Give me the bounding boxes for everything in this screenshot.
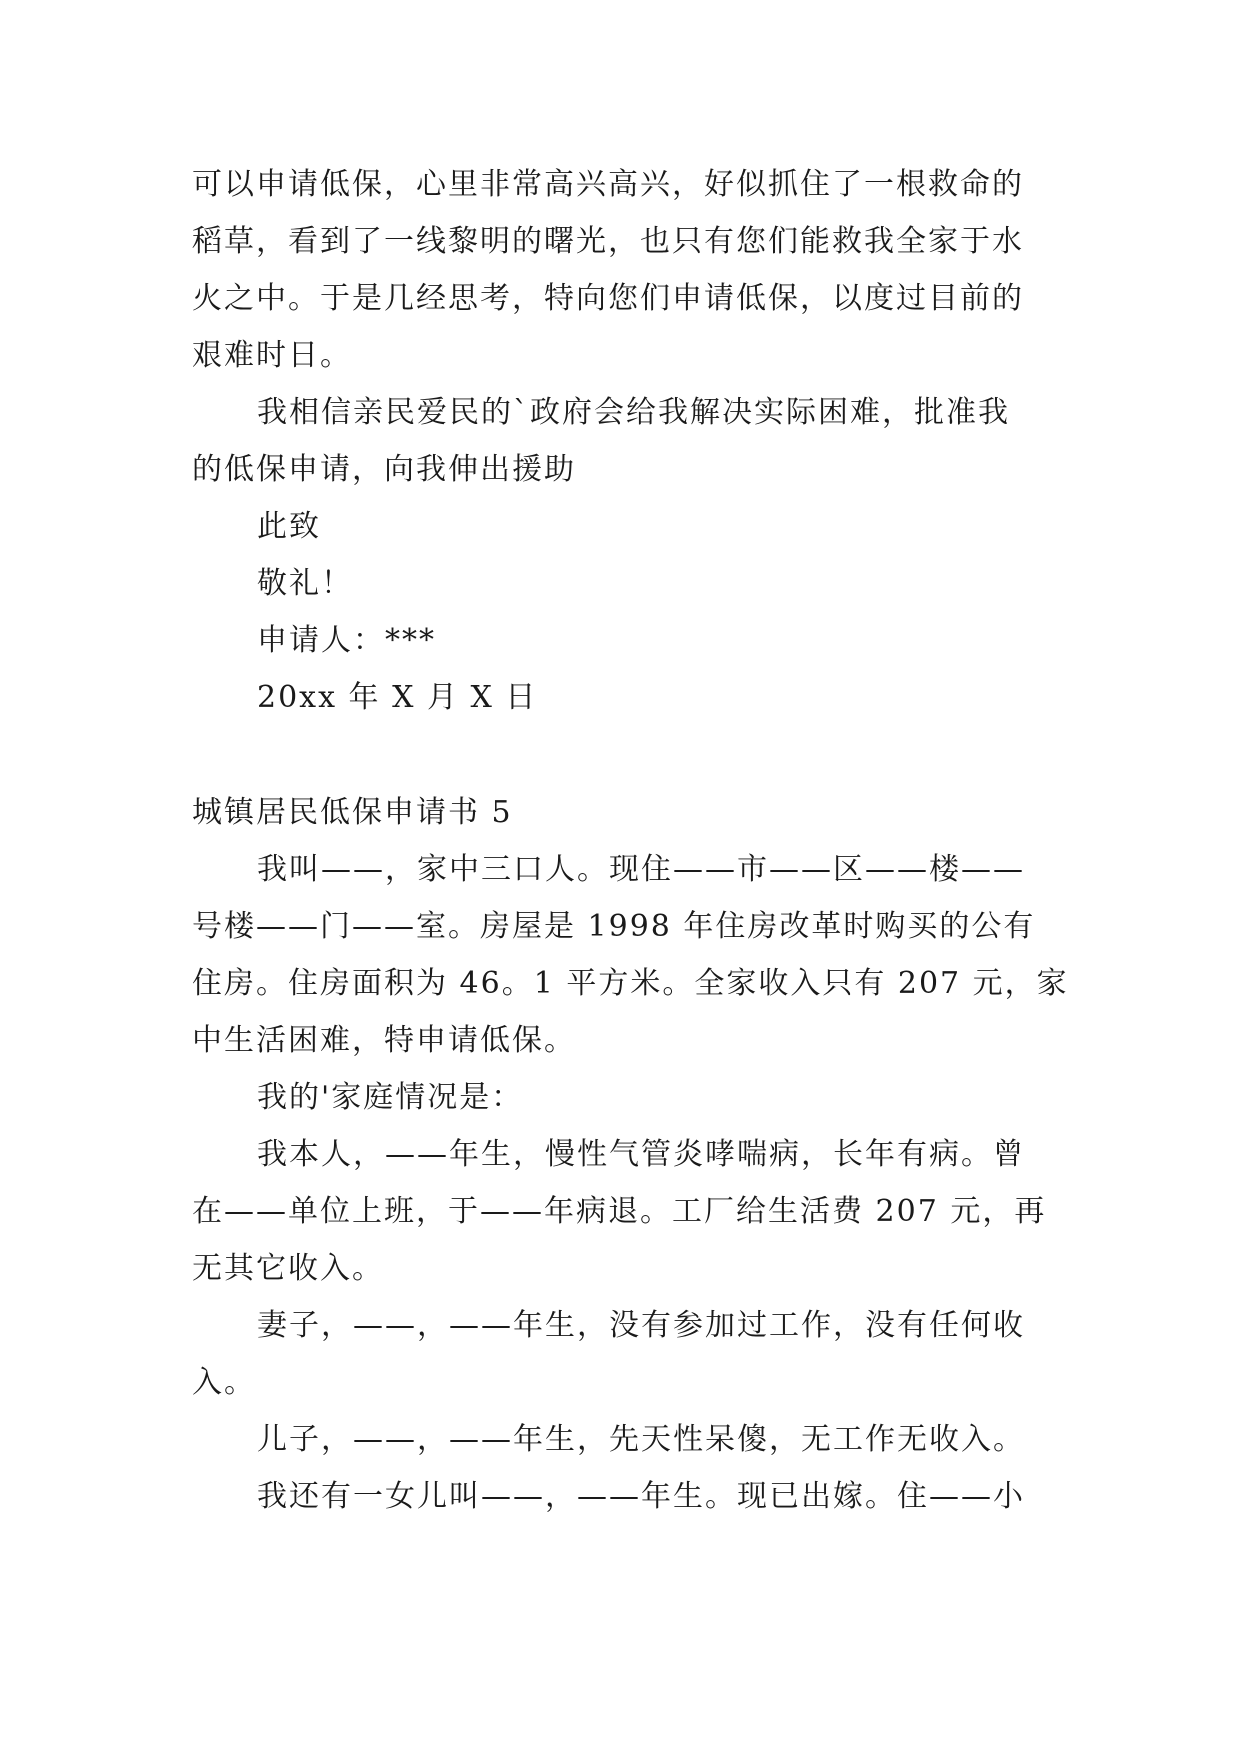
paragraph-line: 火之中。于是几经思考，特向您们申请低保，以度过目前的: [192, 281, 1024, 316]
paragraph-line: 号楼——门——室。房屋是 1998 年住房改革时购买的公有: [192, 909, 1036, 944]
section-title: 城镇居民低保申请书 5: [192, 795, 513, 830]
paragraph-line: 我本人，——年生，慢性气管炎哮喘病，长年有病。曾: [257, 1137, 1025, 1172]
paragraph-line: 稻草，看到了一线黎明的曙光，也只有您们能救我全家于水: [192, 224, 1024, 259]
paragraph-line: 在——单位上班，于——年病退。工厂给生活费 207 元，再: [192, 1194, 1047, 1229]
paragraph-line: 的低保申请，向我伸出援助: [192, 452, 576, 487]
paragraph-line: 可以申请低保，心里非常高兴高兴，好似抓住了一根救命的: [192, 167, 1024, 202]
applicant-signature: 申请人：***: [257, 623, 436, 658]
paragraph-line: 入。: [192, 1365, 256, 1400]
paragraph-line: 我叫——，家中三口人。现住——市——区——楼——: [257, 852, 1025, 887]
paragraph-line: 我还有一女儿叫——，——年生。现已出嫁。住——小: [257, 1479, 1025, 1514]
paragraph-line: 艰难时日。: [192, 338, 352, 373]
paragraph-line: 妻子，——，——年生，没有参加过工作，没有任何收: [257, 1308, 1025, 1343]
paragraph-line: 我的'家庭情况是：: [257, 1080, 524, 1115]
paragraph-line: 无其它收入。: [192, 1251, 384, 1286]
paragraph-line: 住房。住房面积为 46。1 平方米。全家收入只有 207 元，家: [192, 966, 1069, 1001]
paragraph-line: 我相信亲民爱民的`政府会给我解决实际困难，批准我: [257, 395, 1010, 430]
closing-salutation: 此致: [257, 509, 321, 544]
paragraph-line: 中生活困难，特申请低保。: [192, 1023, 576, 1058]
closing-regards: 敬礼！: [257, 566, 353, 601]
date-line: 20xx 年 X 月 X 日: [257, 680, 538, 715]
paragraph-line: 儿子，——，——年生，先天性呆傻，无工作无收入。: [257, 1422, 1025, 1457]
